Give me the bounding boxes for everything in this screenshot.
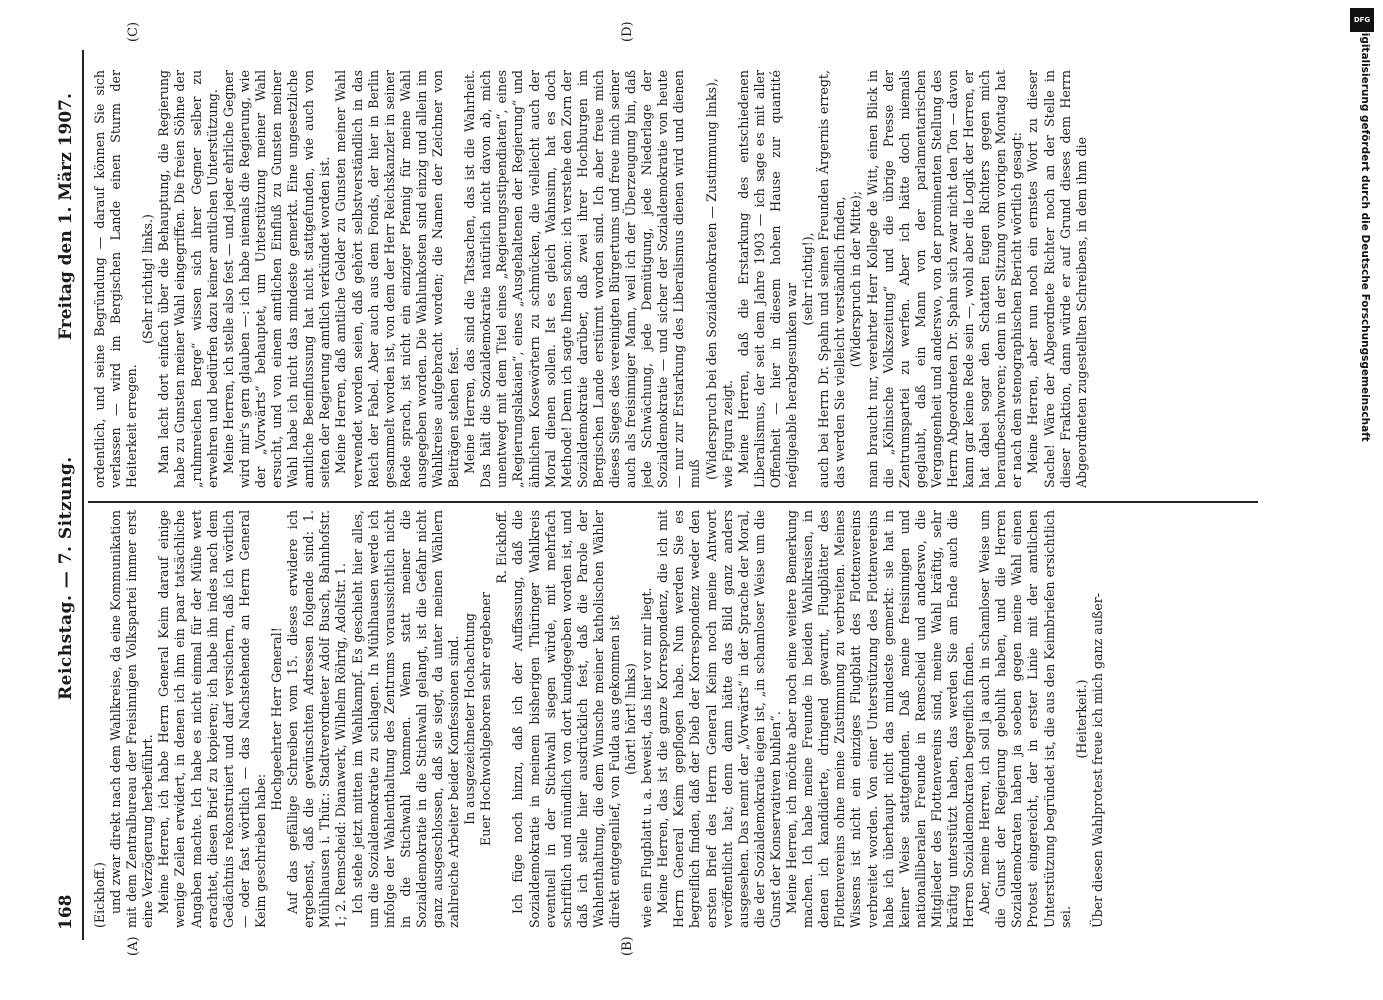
interjection: (Widerspruch in der Mitte);	[848, 190, 864, 368]
page-number: 168	[56, 894, 76, 930]
left-column	[92, 510, 1272, 928]
header-rule	[82, 50, 84, 940]
letter-closing: Euer Hochwohlgeboren sehr ergebener	[478, 592, 494, 846]
dfg-logo-icon: DFG	[1350, 8, 1374, 32]
interjection: (Sehr richtig! links.)	[140, 214, 156, 344]
quote-paragraph: Meine Herren, aber nun noch ein ernstes Wort zu dieser Sache! Wäre der Abgeordnete Richter noch an der Stelle in dieser Fraktion, dann würde er auf Grund dieses dem Herrn Abgeordneten zugestellten Schreibens, in dem ihm die	[1025, 70, 1089, 488]
letter-paragraph: Ich stehe jetzt mitten im Wahlkampf. Es geschieht hier alles, um die Sozialdemokratie zu schlagen. In Mühlhausen werde ich infolge der Wahlenthaltung des Zentrums voraussichtlich nicht in die Stichwahl kommen. Wenn statt meiner die Sozialdemokratie in die Stichwahl gelangt, ist die Gefahr nicht ganz ausgeschlossen, daß sie siegt, da unter meinen Wählern zahlreiche Arbeiter beider Konfessionen sind.	[349, 510, 462, 928]
paragraph: wie Figura zeigt.	[719, 380, 735, 488]
letter-paragraph: Auf das gefällige Schreiben vom 15. dieses erwidere ich ergebenst, daß die gewünschten Adressen folgende sind: 1. Mühlhausen i. Thür.: Stadtverordneter Adolf Busch, Bahnhofstr. 1; 2. Remscheid: Dianawerk, Wilhelm Röhrig, Adolfstr. 1.	[285, 510, 349, 928]
credit-text: Digitalisierung gefördert durch die Deutsche Forschungsgemeinschaft	[1359, 24, 1371, 442]
paragraph: Aber, meine Herren, ich soll ja auch in schamloser Weise um die Gunst der Regierung gebuhlt haben, und die Herren Sozialdemokraten haben ja soeben gegen meine Wahl einen Protest eingereicht, der in erster Linie mit der amtlichen Unterstützung begründet ist, die aus den Keimbriefen ersichtlich sei.	[977, 510, 1073, 928]
paragraph: man braucht nur, verehrter Herr Kollege de Witt, einen Blick in die „Kölnische Volkszeitung“ und die übrige Presse der Zentrumspartei zu werfen. Aber ich hätte doch niemals geglaubt, daß ein Mann von der parlamentarischen Vergangenheit und anderswo, von der prominenten Stellung des Herrn Abgeordneten Dr. Spahn sich zwar nicht den Ton — davon kann gar keine Rede sein —, wohl aber die Logik der Herren, er hat dabei sogar den Schatten Eugen Richters gegen mich heraufbeschworen; denn in der Sitzung vom vorigen Montag hat er nach dem stenographischen Bericht wörtlich gesagt:	[864, 70, 1025, 488]
interjection: (hört! hört! links)	[623, 663, 639, 775]
paragraph: Meine Herren, daß amtliche Gelder zu Gunsten meiner Wahl verwendet worden seien, daß gehört selbstverständlich in das Reich der Fabel. Aber auch aus dem Fonds, der hier in Berlin gesammelt worden ist, von dem der Herr Reichskanzler in seiner Rede sprach, ist nicht ein einziger Pfennig für meine Wahl ausgegeben worden. Die Wahlunkosten sind einzig und allein im Wahlkreise aufgebracht worden; die Namen der Zeichner von Beiträgen stehen fest.	[333, 70, 462, 488]
digitization-credit	[1347, 14, 1377, 984]
interjection: (Widerspruch bei den Sozialdemokraten — Zustimmung links),	[703, 78, 719, 480]
paragraph: und zwar direkt nach dem Wahlkreise, da eine Kommunikation mit dem Zentralbureau der Freisinnigen Volkspartei immer erst eine Verzögerung herbeiführt.	[108, 510, 156, 928]
margin-marker-a: (A)	[126, 936, 141, 956]
margin-marker-b: (B)	[620, 936, 635, 956]
speaker-name: (Eickhoff.)	[92, 862, 107, 928]
paragraph: Meine Herren, das sind die Tatsachen, das ist die Wahrheit. Das hält die Sozialdemokratie natürlich nicht davon ab, mich unentwegt mit dem Titel eines „Regierungsstipendiaten“, eines „Regierungslakaien“, eines „Ausgehaltenen der Regierung“ und ähnlichen Kosewörtern zu schmücken, die vielleicht auch der Moral dienen sollen. Ist es gleich Wahnsinn, hat es doch Methode! Denn ich sagte Ihnen schon: ich verstehe den Zorn der Sozialdemokratie darüber, daß zwei ihrer Hochburgen im Bergischen Lande erstürmt worden sind. Ich aber freue mich dieses Sieges des vereinigten Bürgertums und freue mich seiner auch als freisinniger Mann, weil ich der Überzeugung bin, daß jede Schwächung, jede Demütigung, jede Niederlage der Sozialdemokratie — und sicher der Sozialdemokratie von heute — nur zur Erstarkung des Liberalismus dienen wird und dienen muß	[462, 70, 703, 488]
paragraph: Ich füge noch hinzu, daß ich der Auffassung, daß die Sozialdemokratie in meinem bisherigen Thüringer Wahlkreis eventuell in der Stichwahl siegen würde, mit mehrfach schriftlich und mündlich von dort kundgegeben worden ist, und daß ich stelle hier ausdrücklich fest, daß die Parole der Wahlenthaltung, die dem Wunsche meiner katholischen Wähler direkt entgegenlief, von Fulda aus gekommen ist	[510, 510, 622, 928]
interjection: (sehr richtig!),	[800, 232, 816, 326]
letter-signature: R. Eickhoff.	[494, 510, 510, 584]
paragraph: wie ein Flugblatt u. a. beweist, das hier vor mir liegt.	[639, 587, 655, 928]
letter-salutation: Hochgeehrter Herr General!	[269, 627, 285, 811]
margin-marker-d: (D)	[620, 21, 635, 42]
paragraph: Meine Herren, ich habe Herrn General Keim darauf einige wenige Zeilen erwidert, in denen ich ihm ein paar tatsächliche Angaben machte. Ich habe es nicht einmal für der Mühe wert erachtet, diesen Brief zu kopieren; ich habe ihn indes nach dem Gedächtnis rekonstruiert und darf versichern, daß ich wörtlich — oder fast wörtlich — das Nachstehende an Herrn General Keim geschrieben habe:	[156, 510, 268, 928]
paragraph: Meine Herren, ich stelle also fest — und jeder ehrliche Gegner wird mir's gern glauben —: ich habe niemals die Regierung, wie der „Vorwärts“ behauptet, um Unterstützung meiner Wahl ersucht, und von einem amtlichen Einfluß zu Gunsten meiner Wahl habe ich nicht das mindeste gemerkt. Eine ungesetzliche amtliche Beeinflussung hat nicht stattgefunden, wie auch von seiten der Regierung amtlich verkündet worden ist.	[220, 70, 333, 488]
paragraph: Meine Herren, ich möchte aber noch eine weitere Bemerkung machen. Ich habe meine Freunde in beiden Wahlkreisen, in denen ich kandidierte, dringend gewarnt, Flugblätter des Flottenvereins ohne meine Zustimmung zu verbreiten. Meines Wissens ist nicht ein einziges Flugblatt des Flottenvereins verbreitet worden. Von einer Unterstützung des Flottenvereins habe ich überhaupt nicht das mindeste gemerkt: sie hat in keiner Weise stattgefunden. Daß meine freisinnigen und nationalliberalen Freunde in Remscheid und anderswo, die Mitglieder des Flottenvereins sind, meine Wahl kräftig, sehr kräftig unterstützt haben, das werden Sie am Ende auch die Herren Sozialdemokraten begreiflich finden.	[784, 510, 977, 928]
margin-marker-c: (C)	[126, 21, 141, 42]
paragraph: Man lacht dort einfach über die Behauptung, die Regierung habe zu Gunsten meiner Wahl eingegriffen. Die freien Söhne der „ruhmreichen Berge“ wissen sich ihrer Gegner selber zu erwehren und bedürfen dazu keiner amtlichen Unterstützung.	[156, 70, 220, 488]
letter-closing: In ausgezeichneter Hochachtung	[462, 613, 478, 825]
right-column	[92, 70, 1272, 488]
paragraph: Über diesen Wahlprotest freue ich mich ganz außer-	[1089, 592, 1105, 928]
paragraph: auch bei Herrn Dr. Spahn und seinen Freunden Ärgernis erregt, das werden Sie vielleicht verständlich finden,	[816, 70, 848, 488]
paragraph: ordentlich, und seine Begründung — darauf können Sie sich verlassen — wird im Bergischen Lande einen Sturm der Heiterkeit erregen.	[92, 70, 140, 488]
interjection: (Heiterkeit.)	[1073, 679, 1089, 759]
session-date: Freitag den 1. März 1907.	[56, 93, 76, 340]
paragraph: Meine Herren, das ist die ganze Korrespondenz, die ich mit Herrn General Keim gepflogen habe. Nun werden Sie es begreiflich finden, daß der Dieb der Korrespondenz weder den ersten Brief des Herrn General Keim noch meine Antwort veröffentlicht hat; denn dann hätte das Bild ganz anders ausgesehen. Das nennt der „Vorwärts“ in der Sprache der Moral, die der Sozialdemokratie eigen ist, „in schamloser Weise um die Gunst der Konservativen buhlen“.	[655, 510, 783, 928]
session-title: Reichstag. — 7. Sitzung.	[56, 456, 76, 700]
paragraph: Meine Herren, daß die Erstarkung des entschiedenen Liberalismus, der seit dem Jahre 1903 — ich sage es mit aller Offenheit — hier in diesem hohen Hause zur quantité négligeable herabgesunken war	[735, 70, 800, 488]
column-divider	[88, 501, 1258, 503]
